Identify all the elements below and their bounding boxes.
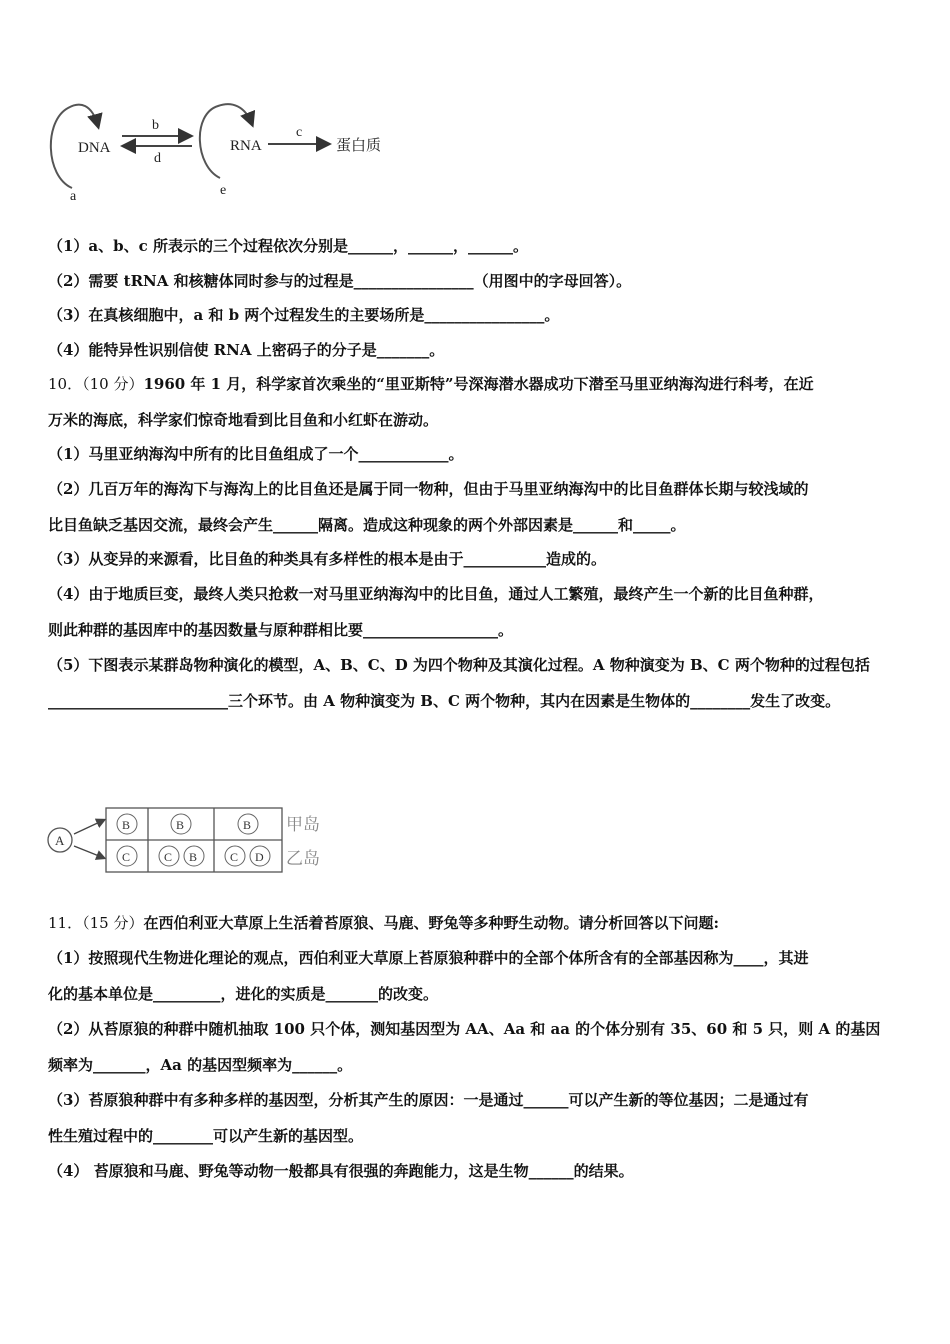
label-b: b <box>152 118 159 133</box>
label-protein: 蛋白质 <box>336 138 382 154</box>
q11-part1-line1: （1）按照现代生物进化理论的观点，西伯利亚大草原上苔原狼种群中的全部个体所含有的全部基因称为____，其进 <box>48 949 809 967</box>
q10-part1: （1）马里亚纳海沟中所有的比目鱼组成了一个____________。 <box>48 445 464 463</box>
q10-intro-line2: 万米的海底，科学家们惊奇地看到比目鱼和小红虾在游动。 <box>48 411 439 429</box>
q10-part2-line2: 比目鱼缺乏基因交流，最终会产生______隔离。造成这种现象的两个外部因素是______和_____。 <box>48 516 686 534</box>
q11-number: 11．（15 分） <box>48 914 144 932</box>
label-dna: DNA <box>78 140 111 156</box>
label-e: e <box>220 183 227 198</box>
cell-d1 <box>250 846 270 866</box>
island-yi-label: 乙岛 <box>286 849 320 868</box>
label-d: d <box>154 151 161 166</box>
q11-intro-text: 在西伯利亚大草原上生活着苔原狼、马鹿、野兔等多种野生动物。请分析回答以下问题: <box>143 914 719 932</box>
cell-b1-label: B <box>122 818 131 832</box>
label-a: a <box>70 189 77 204</box>
species-a-label: A <box>55 833 65 848</box>
label-rna: RNA <box>230 138 262 154</box>
cell-b3-label: B <box>243 818 252 832</box>
q11-part2-line2: 频率为_______，Aa 的基因型频率为______。 <box>48 1056 353 1074</box>
cell-c2-label: C <box>164 850 173 864</box>
q10-number: 10．（10 分） <box>48 375 144 393</box>
q10-part5-line1: （5）下图表示某群岛物种演化的模型，A、B、C、D 为四个物种及其演化过程。A 物种演变为 B、C 两个物种的过程包括 <box>48 656 870 674</box>
q9-part1: （1）a、b、c 所表示的三个过程依次分别是______，______，______。 <box>48 237 529 255</box>
cell-b4 <box>184 846 204 866</box>
q11-part3-line1: （3）苔原狼种群中有多种多样的基因型，分析其产生的原因：一是通过______可以产生新的等位基因；二是通过有 <box>48 1091 809 1109</box>
cell-b3 <box>238 814 258 834</box>
cell-b2-label: B <box>176 818 185 832</box>
q10-intro-text: 1960 年 1 月，科学家首次乘坐的“里亚斯特”号深海潜水器成功下潜至马里亚纳海沟进行科考，在近 <box>143 375 814 393</box>
cell-c2 <box>159 846 179 866</box>
island-speciation-diagram <box>44 804 344 876</box>
cell-d1-label: D <box>255 850 264 864</box>
island-jia-label: 甲岛 <box>286 815 320 834</box>
q10-intro-line1 <box>48 374 814 394</box>
cell-c3 <box>225 846 245 866</box>
q10-part5-line2: ________________________三个环节。由 A 物种演变为 B、C 两个物种，其内在因素是生物体的________发生了改变。 <box>48 692 841 710</box>
q9-part4: （4）能特异性识别信使 RNA 上密码子的分子是_______。 <box>48 341 445 359</box>
q10-part4-line2: 则此种群的基因库中的基因数量与原种群相比要__________________。 <box>48 621 514 639</box>
arrow-to-yi <box>74 846 104 858</box>
cell-c1-label: C <box>122 850 131 864</box>
cell-b1 <box>117 814 137 834</box>
q10-part2-line1: （2）几百万年的海沟下与海沟上的比目鱼还是属于同一物种，但由于马里亚纳海沟中的比目鱼群体长期与较浅域的 <box>48 480 809 498</box>
arrow-to-jia <box>74 820 104 834</box>
q11-part4: （4） 苔原狼和马鹿、野兔等动物一般都具有很强的奔跑能力，这是生物______的结果。 <box>48 1162 634 1180</box>
central-dogma-diagram <box>40 96 400 206</box>
q9-part3: （3）在真核细胞中，a 和 b 两个过程发生的主要场所是________________。 <box>48 306 560 324</box>
q11-part2-line1: （2）从苔原狼的种群中随机抽取 100 只个体，测知基因型为 AA、Aa 和 aa 的个体分别有 35、60 和 5 只，则 A 的基因 <box>48 1020 881 1038</box>
q10-part3: （3）从变异的来源看，比目鱼的种类具有多样性的根本是由于___________造成的。 <box>48 550 606 568</box>
cell-c3-label: C <box>230 850 239 864</box>
q10-part4-line1: （4）由于地质巨变，最终人类只抢救一对马里亚纳海沟中的比目鱼，通过人工繁殖，最终产生一个新的比目鱼种群， <box>48 585 824 603</box>
q11-part1-line2: 化的基本单位是_________，进化的实质是_______的改变。 <box>48 985 439 1003</box>
cell-c1 <box>117 846 137 866</box>
q11-part3-line2: 性生殖过程中的________可以产生新的基因型。 <box>48 1127 364 1145</box>
q11-intro <box>48 913 719 933</box>
label-c: c <box>296 125 303 140</box>
cell-b2 <box>171 814 191 834</box>
q9-part2: （2）需要 tRNA 和核糖体同时参与的过程是________________（用图中的字母回答）。 <box>48 272 632 290</box>
cell-b4-label: B <box>189 850 198 864</box>
